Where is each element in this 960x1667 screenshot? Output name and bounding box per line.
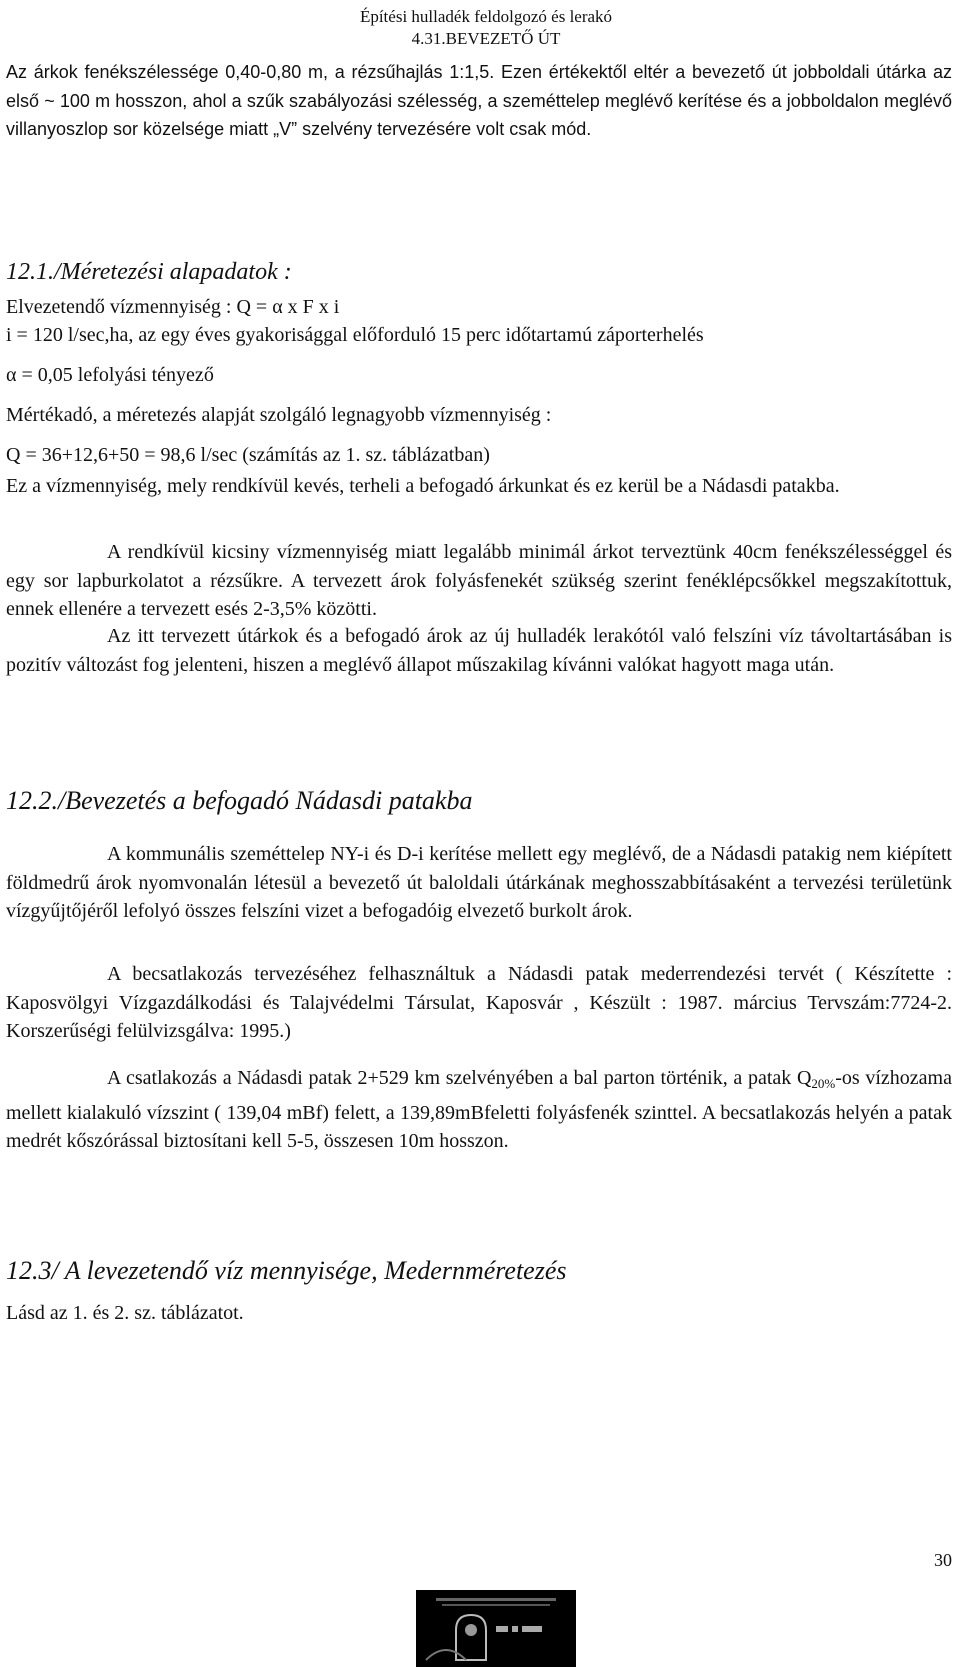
section-1-heading: 12.1./Méretezési alapadatok : xyxy=(6,259,292,285)
section-3-heading: 12.3/ A levezetendő víz mennyisége, Medernméretezés xyxy=(6,1256,567,1285)
section-2-paragraph-3 xyxy=(6,1064,952,1156)
running-header xyxy=(306,6,666,50)
q20-subscript: 20% xyxy=(811,1076,836,1091)
flow-calculation-line: Q = 36+12,6+50 = 98,6 l/sec (számítás az 1. sz. táblázatban) xyxy=(6,444,490,466)
intro-paragraph: Az árkok fenékszélessége 0,40-0,80 m, a rézsűhajlás 1:1,5. Ezen értékektől eltér a bevezető út jobboldali útárka az első ~ 100 m hosszon, ahol a szűk szabályozási szélesség, a szeméttelep meglévő kerítése és a jobboldalon meglévő villanyoszlop sor közelsége miatt „V” szelvény tervezésére volt csak mód. xyxy=(6,62,952,139)
header-subtitle: 4.31.BEVEZETŐ ÚT xyxy=(411,29,561,48)
paragraph-3-part-2: -os vízhozama mellett kialakuló vízszint ( 139,04 mBf) felett, a 139,89mBfeletti folyásfenék szinttel. A becsatlakozás helyén a patak medrét kőszórással biztosítani kell 5-5, összesen 10m hosszon. xyxy=(6,1067,952,1152)
header-title: Építési hulladék feldolgozó és lerakó xyxy=(359,7,613,26)
section-3-text: Lásd az 1. és 2. sz. táblázatot. xyxy=(6,1302,244,1324)
section-2-heading: 12.2./Bevezetés a befogadó Nádasdi patakba xyxy=(6,786,473,815)
page-number: 30 xyxy=(934,1550,952,1570)
runoff-coefficient-line: α = 0,05 lefolyási tényező xyxy=(6,364,214,386)
company-logo xyxy=(416,1590,576,1667)
section-1-paragraph-3: Az itt tervezett útárkok és a befogadó árok az új hulladék lerakótól való felszíni víz távoltartásában is pozitív változást fog jelenteni, hiszen a meglévő állapot műszakilag kívánni valókat hagyott maga után. xyxy=(6,625,952,676)
section-2-paragraph-1: A kommunális szeméttelep NY-i és D-i kerítése mellett egy meglévő, de a Nádasdi patakig nem kiépített földmedrű árok nyomvonalán létesül a bevezető út baloldali útárkának meghosszabbításaként a tervezési területünk vízgyűjtőjéről lefolyó összes felszíni vizet a befogadóig elvezető burkolt árok. xyxy=(6,843,952,922)
decisive-flow-line: Mértékadó, a méretezés alapját szolgáló legnagyobb vízmennyiség : xyxy=(6,404,552,426)
formula-line: Elvezetendő vízmennyiség : Q = α x F x i xyxy=(6,296,340,318)
section-1-paragraph-1: Ez a vízmennyiség, mely rendkívül kevés, terheli a befogadó árkunkat és ez kerül be a Nádasdi patakba. xyxy=(6,475,840,497)
logo-graphic xyxy=(416,1590,576,1667)
paragraph-3-part-1: A csatlakozás a Nádasdi patak 2+529 km szelvényében a bal parton történik, a patak Q xyxy=(107,1067,812,1089)
rain-intensity-line: i = 120 l/sec,ha, az egy éves gyakorisággal előforduló 15 perc időtartamú záporterhelés xyxy=(6,324,704,346)
section-1-paragraph-2: A rendkívül kicsiny vízmennyiség miatt legalább minimál árkot terveztünk 40cm fenékszélességgel és egy sor lapburkolatot a rézsűkre. A tervezett árok folyásfenekét szükség szerint fenéklépcsőkkel megszakítottuk, ennek ellenére a tervezett esés 2-3,5% közötti. xyxy=(6,541,952,620)
section-2-paragraph-2: A becsatlakozás tervezéséhez felhasználtuk a Nádasdi patak mederrendezési tervét ( Készítette : Kaposvölgyi Vízgazdálkodási és Talajvédelmi Társulat, Kaposvár , Készült : 1987. március Tervszám:7724-2. Korszerűségi felülvizsgálva: 1995.) xyxy=(6,963,952,1042)
